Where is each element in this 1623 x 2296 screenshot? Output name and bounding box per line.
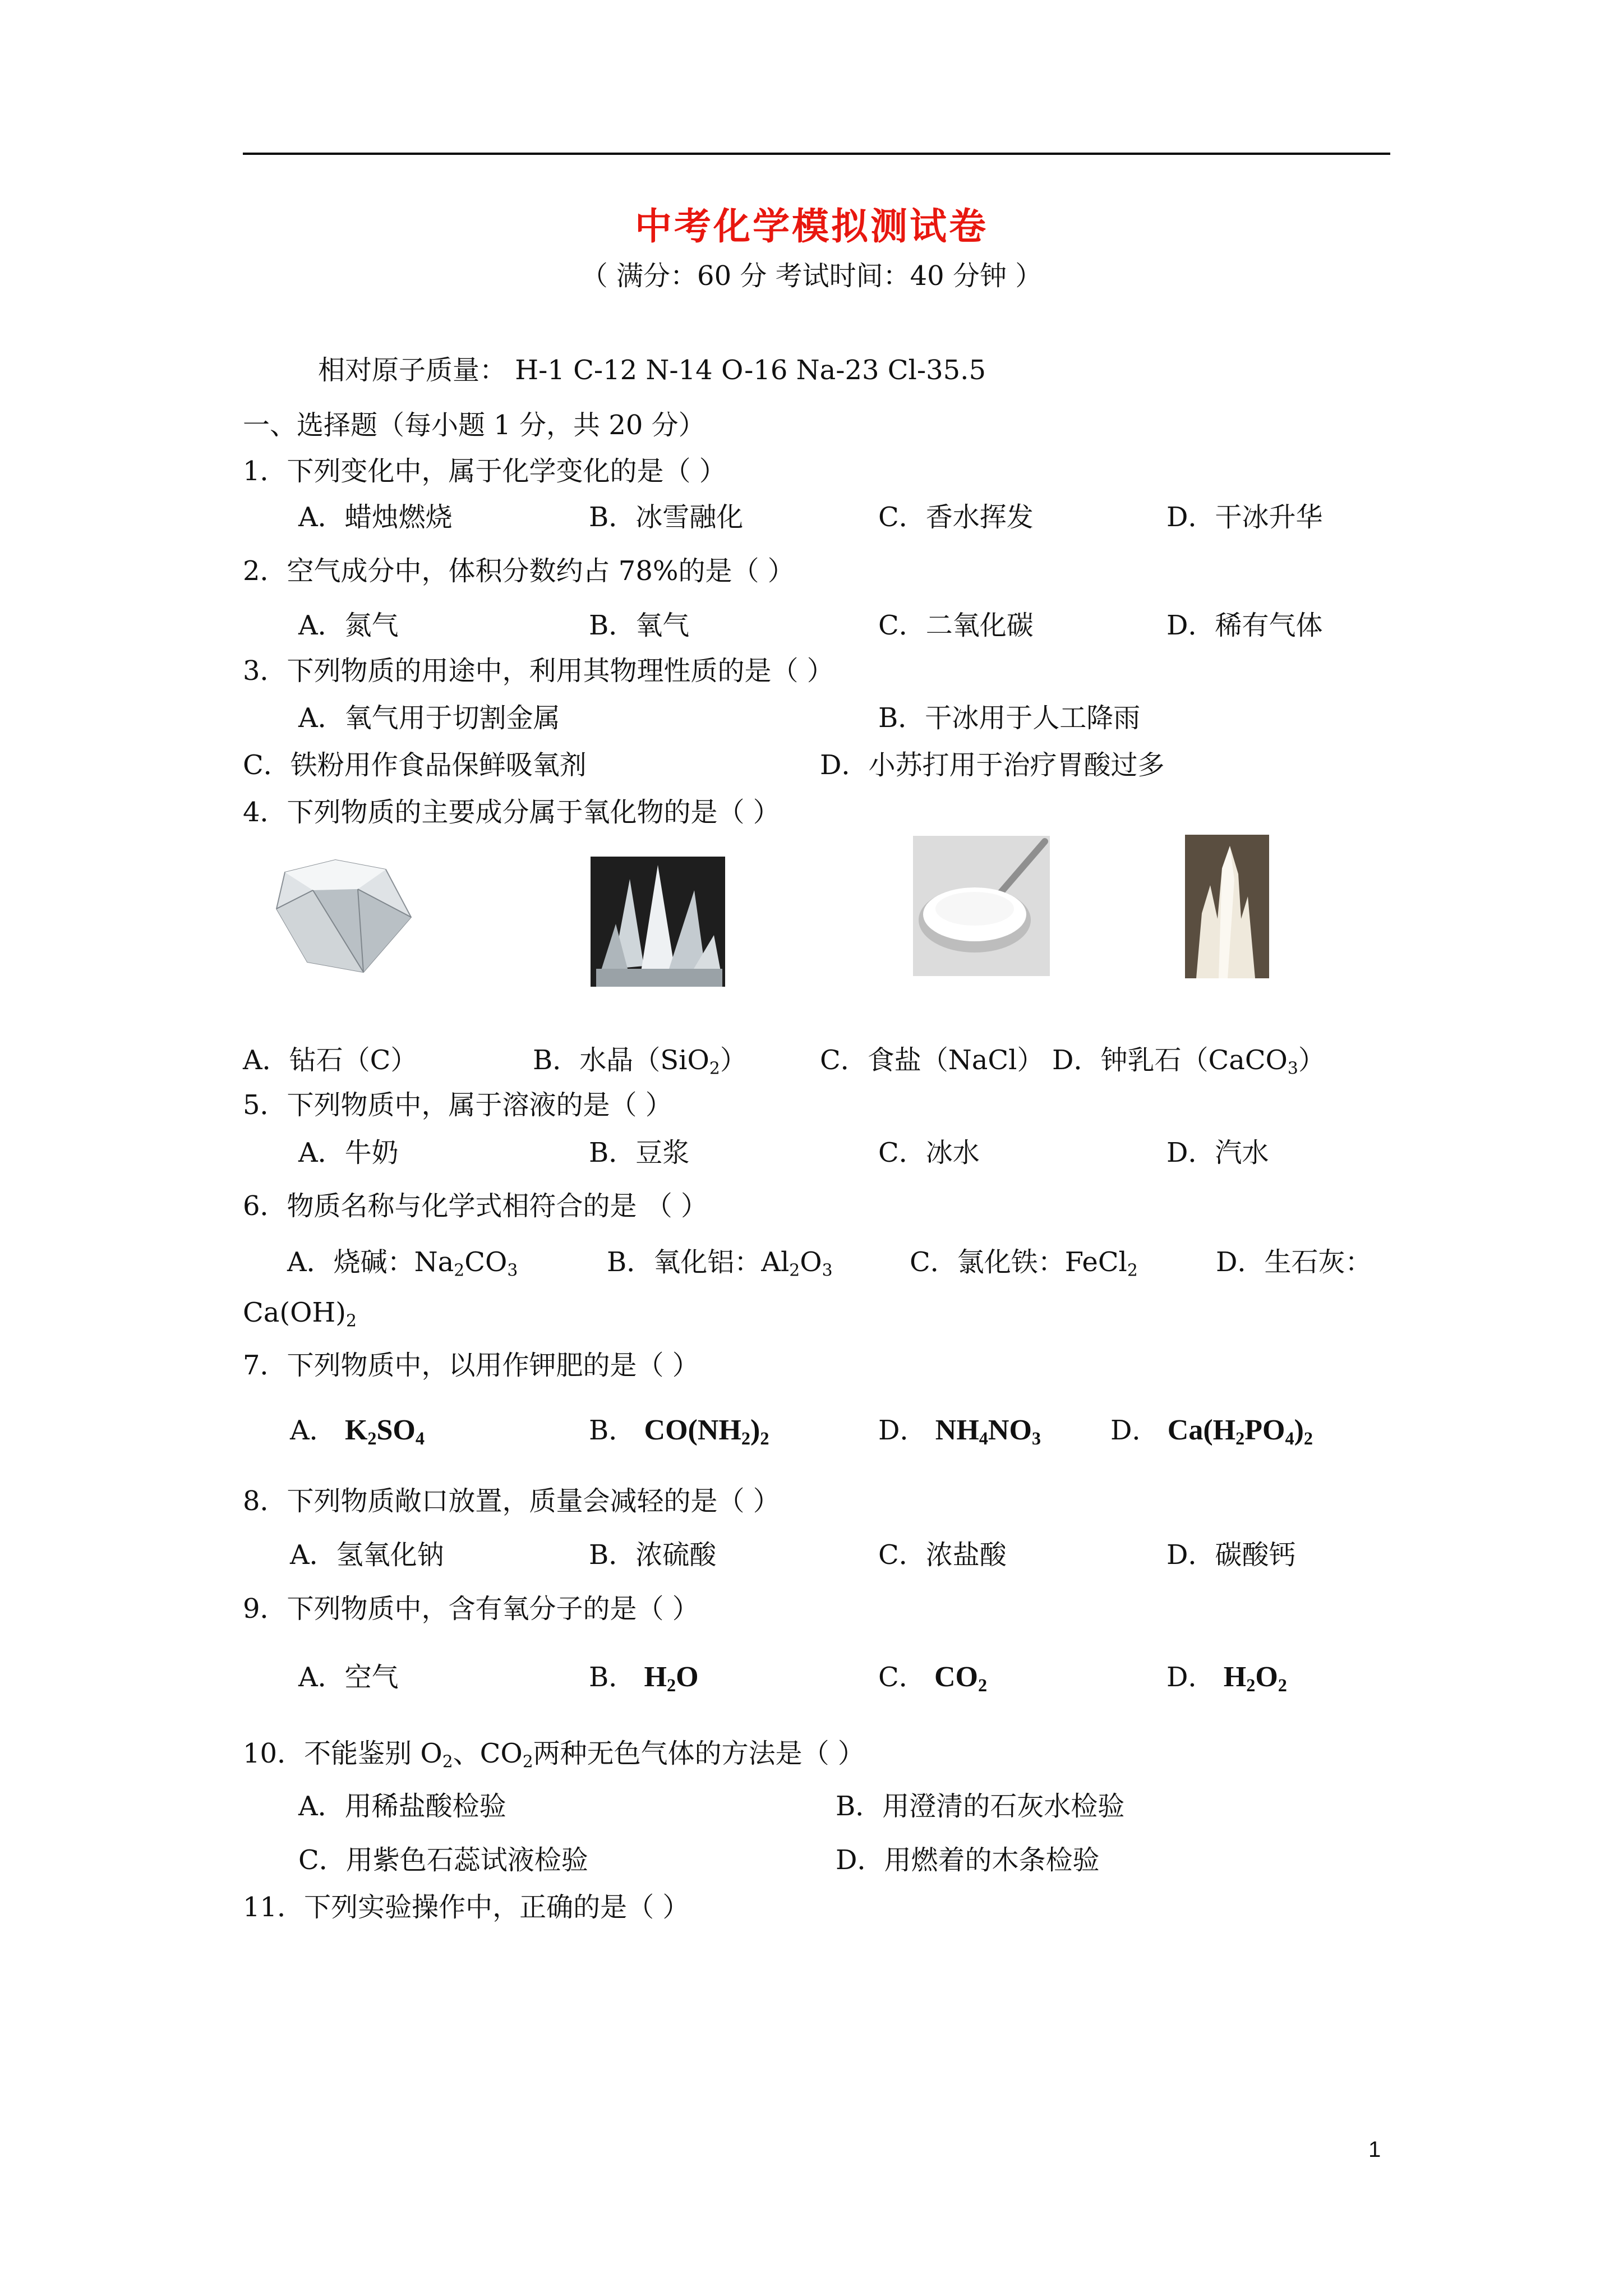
quartz-crystal-image xyxy=(591,857,725,987)
exam-info: （ 满分：60 分 考试时间：40 分钟 ） xyxy=(580,260,1043,292)
q6-option-a: A．烧碱：$Na_2CO_3$ xyxy=(287,1246,518,1281)
diamond-image xyxy=(274,855,415,978)
q3-option-a: A．氧气用于切割金属 xyxy=(298,702,560,734)
q9-option-c: C． $CO_2$ xyxy=(878,1661,988,1696)
q8-option-a: A．氢氧化钠 xyxy=(290,1539,444,1571)
q1-option-d: D．干冰升华 xyxy=(1166,501,1323,533)
q9-option-a: A．空气 xyxy=(298,1662,399,1693)
q8-option-b: B．浓硫酸 xyxy=(589,1539,717,1571)
q3-option-c: C．铁粉用作食品保鲜吸氧剂 xyxy=(243,749,587,781)
q10-option-c: C．用紫色石蕊试液检验 xyxy=(298,1844,588,1876)
q4-option-c: C．食盐（NaCl） xyxy=(820,1045,1044,1076)
q6-option-d-formula: $Ca(OH)_2$ xyxy=(243,1297,357,1331)
q5-option-b: B．豆浆 xyxy=(589,1137,690,1168)
q2-option-d: D．稀有气体 xyxy=(1166,610,1323,641)
question-4-stem: 4．下列物质的主要成分属于氧化物的是（ ） xyxy=(243,797,780,828)
section-heading: 一、选择题（每小题 1 分，共 20 分） xyxy=(243,409,706,441)
q9-option-b: B． $H_2O$ xyxy=(589,1661,699,1696)
page-number: 1 xyxy=(1368,2137,1381,2162)
q2-option-c: C．二氧化碳 xyxy=(878,610,1034,641)
q4-option-a: A．钻石（C） xyxy=(243,1045,418,1076)
atomic-masses: 相对原子质量： H-1 C-12 N-14 O-16 Na-23 Cl-35.5 xyxy=(318,355,986,386)
q3-option-b: B．干冰用于人工降雨 xyxy=(878,702,1141,734)
header-rule xyxy=(243,153,1390,155)
question-9-stem: 9．下列物质中，含有氧分子的是（ ） xyxy=(243,1593,699,1625)
q7-option-c: D． $NH_4NO_3$ xyxy=(878,1414,1041,1449)
q6-option-b: B．氧化铝：$Al_2O_3$ xyxy=(607,1246,833,1281)
question-2-stem: 2．空气成分中，体积分数约占 78%的是（ ） xyxy=(243,555,795,587)
q1-option-a: A．蜡烛燃烧 xyxy=(298,501,453,533)
q6-option-d: D．生石灰： xyxy=(1216,1246,1372,1278)
question-6-stem: 6．物质名称与化学式相符合的是 （ ） xyxy=(243,1190,708,1222)
q1-option-b: B．冰雪融化 xyxy=(589,501,744,533)
question-11-stem: 11．下列实验操作中，正确的是（ ） xyxy=(243,1892,690,1923)
q10-option-a: A．用稀盐酸检验 xyxy=(298,1791,506,1822)
question-8-stem: 8．下列物质敞口放置，质量会减轻的是（ ） xyxy=(243,1485,780,1517)
q4-option-d: D．钟乳石（CaCO$_3$） xyxy=(1052,1045,1325,1079)
q5-option-a: A．牛奶 xyxy=(298,1137,399,1168)
q6-option-c: C．氯化铁：FeCl$_2$ xyxy=(910,1246,1138,1281)
question-7-stem: 7．下列物质中，以用作钾肥的是（ ） xyxy=(243,1350,699,1381)
q2-option-b: B．氧气 xyxy=(589,610,690,641)
page-title: 中考化学模拟测试卷 xyxy=(635,204,988,248)
question-3-stem: 3．下列物质的用途中，利用其物理性质的是（ ） xyxy=(243,655,834,687)
question-5-stem: 5．下列物质中，属于溶液的是（ ） xyxy=(243,1089,672,1121)
stalactite-image xyxy=(1185,835,1269,978)
q10-option-b: B．用澄清的石灰水检验 xyxy=(836,1791,1125,1822)
q2-option-a: A．氮气 xyxy=(298,610,399,641)
question-1-stem: 1．下列变化中，属于化学变化的是（ ） xyxy=(243,455,726,487)
q4-option-b: B．水晶（SiO$_2$） xyxy=(533,1045,747,1079)
q7-option-b: B． $CO(NH_2)_2$ xyxy=(589,1414,769,1449)
q5-option-c: C．冰水 xyxy=(878,1137,980,1168)
q7-option-d: D． $Ca(H_2PO_4)_2$ xyxy=(1110,1414,1313,1449)
salt-spoon-image xyxy=(913,836,1050,976)
q9-option-d: D． $H_2O_2$ xyxy=(1166,1661,1287,1696)
q3-option-d: D．小苏打用于治疗胃酸过多 xyxy=(820,749,1165,781)
q7-option-a: A． $K_2SO_4$ xyxy=(290,1414,425,1449)
q10-option-d: D．用燃着的木条检验 xyxy=(836,1844,1100,1876)
q8-option-d: D．碳酸钙 xyxy=(1166,1539,1296,1571)
question-10-stem: 10．不能鉴别 $O_2$、$CO_2$两种无色气体的方法是（ ） xyxy=(243,1738,865,1772)
q1-option-c: C．香水挥发 xyxy=(878,501,1034,533)
q8-option-c: C．浓盐酸 xyxy=(878,1539,1007,1571)
q5-option-d: D．汽水 xyxy=(1166,1137,1269,1168)
